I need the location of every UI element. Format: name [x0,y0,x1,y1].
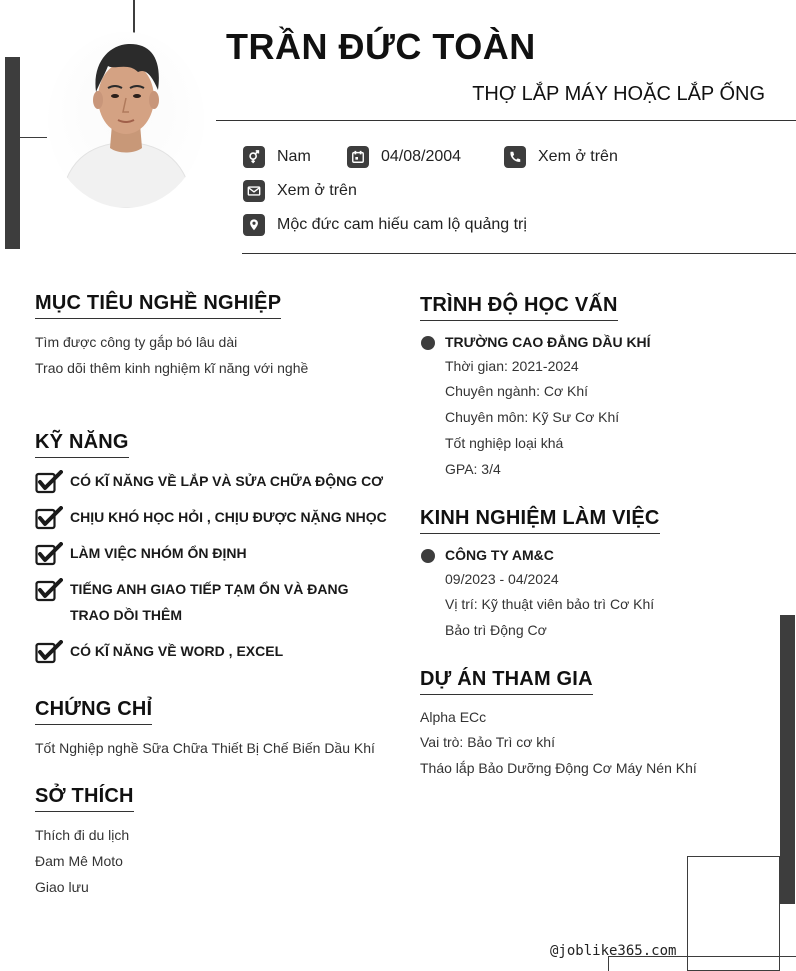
skill-item [35,470,390,494]
hobbies-title: SỞ THÍCH [35,785,134,812]
watermark-text: @joblike365.com [550,943,677,959]
avatar-portrait-image [48,32,204,208]
experience-line: 09/2023 - 04/2024 [445,571,559,587]
objective-line: Trao dõi thêm kinh nghiệm kĩ năng với nghề [35,360,309,376]
skill-text: CÓ KĨ NĂNG VỀ LẮP VÀ SỬA CHỮA ĐỘNG CƠ [70,473,384,489]
education-title: TRÌNH ĐỘ HỌC VẤN [420,294,618,321]
skill-text: CÓ KĨ NĂNG VỀ WORD , EXCEL [70,643,284,659]
email-icon [243,180,265,202]
contact-phone [504,146,618,168]
education-line: Thời gian: 2021-2024 [445,358,579,374]
location-icon [243,214,265,236]
skill-item [35,506,390,530]
phone-value[interactable]: Xem ở trên [538,148,618,165]
bottom-right-frame [687,856,780,971]
skill-text: LÀM VIỆC NHÓM ỔN ĐỊNH [70,545,247,561]
left-decorative-bar [5,57,20,249]
calendar-icon [347,146,369,168]
experience-line: Bảo trì Động Cơ [445,622,547,638]
header-divider [216,120,796,121]
address-value: Mộc đức cam hiếu cam lộ quảng trị [277,216,527,233]
hobby-line: Thích đi du lịch [35,827,130,843]
skills-title: KỸ NĂNG [35,431,129,458]
skill-text: TIẾNG ANH GIAO TIẾP TẠM ỔN VÀ ĐANG TRAO DỒI THÊM [70,581,349,623]
hobby-line: Giao lưu [35,879,89,895]
education-line: GPA: 3/4 [445,461,501,477]
objective-title: MỤC TIÊU NGHỀ NGHIỆP [35,292,281,319]
skill-item [35,640,390,664]
contact-address [243,214,527,236]
email-value[interactable]: Xem ở trên [277,182,357,199]
certificates-title: CHỨNG CHỈ [35,698,152,725]
bullet-dot-icon [421,549,435,563]
school-name: TRƯỜNG CAO ĐẲNG DẦU KHÍ [445,334,651,350]
experience-line: Vị trí: Kỹ thuật viên bảo trì Cơ Khí [445,596,655,612]
candidate-name: TRẦN ĐỨC TOÀN [226,26,536,67]
checkbox-check-icon [35,470,63,494]
company-name: CÔNG TY AM&C [445,547,554,563]
bullet-dot-icon [421,336,435,350]
projects-title: DỰ ÁN THAM GIA [420,668,593,695]
skill-item [35,542,390,566]
birthday-value: 04/08/2004 [381,148,462,165]
project-line: Tháo lắp Bảo Dưỡng Động Cơ Máy Nén Khí [420,760,697,776]
contact-email [243,180,357,202]
contact-birthday [347,146,461,168]
checkbox-check-icon [35,640,63,664]
skill-text: CHỊU KHÓ HỌC HỎI , CHỊU ĐƯỢC NẶNG NHỌC [70,509,387,525]
experience-title: KINH NGHIỆM LÀM VIỆC [420,507,660,534]
gender-icon [243,146,265,168]
certificate-line: Tốt Nghiệp nghề Sữa Chữa Thiết Bị Chế Biến Dầu Khí [35,740,375,756]
contact-divider [242,253,796,254]
project-line: Alpha ECc [420,709,487,725]
checkbox-check-icon [35,506,63,530]
job-title: THỢ LẮP MÁY HOẶC LẮP ỐNG [472,83,765,105]
checkbox-check-icon [35,578,63,602]
checkbox-check-icon [35,542,63,566]
right-decorative-bar [780,615,795,904]
top-vertical-line [133,0,135,36]
contact-gender [243,146,311,168]
profile-avatar [48,32,204,208]
education-line: Chuyên ngành: Cơ Khí [445,383,589,399]
education-line: Chuyên môn: Kỹ Sư Cơ Khí [445,409,620,425]
education-line: Tốt nghiệp loại khá [445,435,564,451]
project-line: Vai trò: Bảo Trì cơ khí [420,734,555,750]
skill-item [35,578,390,628]
left-horizontal-line [20,137,47,138]
phone-icon [504,146,526,168]
hobby-line: Đam Mê Moto [35,853,123,869]
objective-line: Tìm được công ty gắp bó lâu dài [35,334,238,350]
gender-value: Nam [277,148,311,165]
